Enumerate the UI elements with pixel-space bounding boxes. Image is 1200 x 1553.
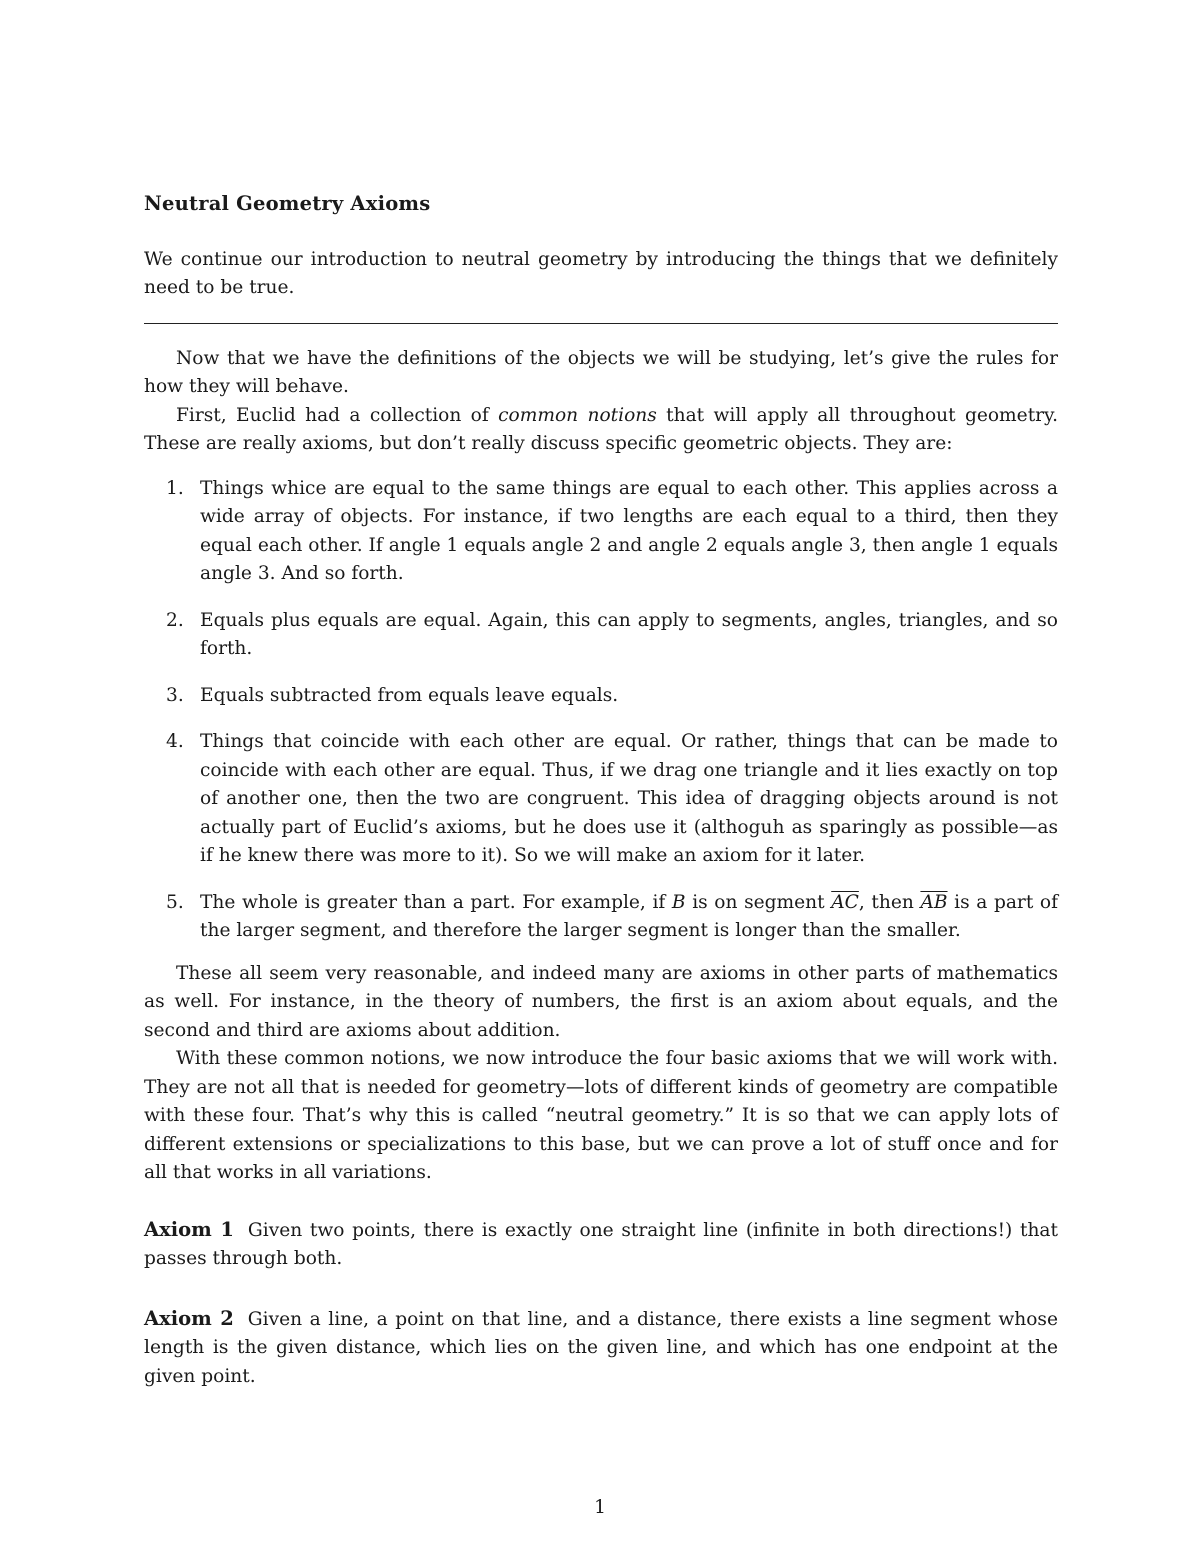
axiom-text: Given two points, there is exactly one straight line (infinite in both directions!) that passes through both. xyxy=(144,1219,1058,1269)
document-page xyxy=(144,190,1058,1391)
math-segment: $\overline{AC}$ xyxy=(831,891,859,913)
section-divider xyxy=(144,323,1058,324)
list-item-text: Equals subtracted from equals leave equals. xyxy=(200,684,619,706)
list-item xyxy=(144,607,1058,664)
list-item-text: is a part of the larger segment, and therefore the larger segment is longer than the smaller. xyxy=(200,891,1058,941)
list-number: 1. xyxy=(166,477,184,499)
axiom-1 xyxy=(144,1216,1058,1274)
list-item-text: Things that coincide with each other are equal. Or rather, things that can be made to coincide with each other are equal. Thus, if we drag one triangle and it lies exactly on top of another one, then the two are congruent. This idea of dragging objects around is not actually part of Euclid’s axioms, but he does use it (althoguh as sparingly as possible—as if he knew there was more to it). So we will make an axiom for it later. xyxy=(200,731,1058,866)
paragraph-reasonable: These all seem very reasonable, and indeed many are axioms in other parts of mathematics as well. For instance, in the theory of numbers, the first is an axiom about equals, and the second and third are axioms about addition. xyxy=(144,962,1058,1041)
emphasis-common-notions: common notions xyxy=(498,404,657,426)
list-item xyxy=(144,728,1058,871)
intro-paragraph: We continue our introduction to neutral geometry by introducing the things that we definitely need to be true. xyxy=(144,248,1058,298)
axiom-text: Given a line, a point on that line, and a distance, there exists a line segment whose length is the given distance, which lies on the given line, and which has one endpoint at the given point. xyxy=(144,1308,1058,1387)
list-item-text: is on segment xyxy=(685,891,832,913)
paragraph-text: First, Euclid had a collection of xyxy=(176,404,499,426)
list-item xyxy=(144,475,1058,589)
paragraph-definitions: Now that we have the definitions of the objects we will be studying, let’s give the rules for how they will behave. xyxy=(144,347,1058,397)
list-number: 3. xyxy=(166,684,184,706)
common-notions-list xyxy=(144,475,1058,946)
document-title: Neutral Geometry Axioms xyxy=(144,192,431,215)
list-item-text: Things whice are equal to the same things are equal to each other. This applies across a wide array of objects. For instance, if two lengths are each equal to a third, then they equal each other. If angle 1 equals angle 2 and angle 2 equals angle 3, then angle 1 equals angle 3. And so forth. xyxy=(200,477,1058,584)
axiom-label: Axiom 1 xyxy=(144,1217,234,1241)
paragraph-common-notions xyxy=(144,402,1058,459)
math-point: B xyxy=(671,891,686,913)
page-number: 1 xyxy=(594,1497,606,1518)
axiom-label: Axiom 2 xyxy=(144,1306,234,1330)
list-number: 5. xyxy=(166,891,184,913)
list-item xyxy=(144,889,1058,946)
list-item xyxy=(144,682,1058,711)
list-item-text: The whole is greater than a part. For example, if xyxy=(200,891,672,913)
list-item-text: , then xyxy=(858,891,921,913)
math-segment: $\overline{AB}$ xyxy=(920,891,948,913)
paragraph-neutral-geometry: With these common notions, we now introduce the four basic axioms that we will work with. They are not all that is needed for geometry—lots of different kinds of geometry are compatible with these four. That’s why this is called “neutral geometry.” It is so that we can apply lots of different extensions or specializations to this base, but we can prove a lot of stuff once and for all that works in all variations. xyxy=(144,1048,1058,1183)
list-number: 4. xyxy=(166,731,184,752)
list-item-text: Equals plus equals are equal. Again, this can apply to segments, angles, triangles, and so forth. xyxy=(200,609,1058,659)
list-number: 2. xyxy=(166,609,184,631)
axiom-2 xyxy=(144,1305,1058,1392)
paragraph-text: that will apply all throughout geometry. These are really axioms, but don’t really discuss specific geometric objects. They are: xyxy=(144,404,1058,454)
